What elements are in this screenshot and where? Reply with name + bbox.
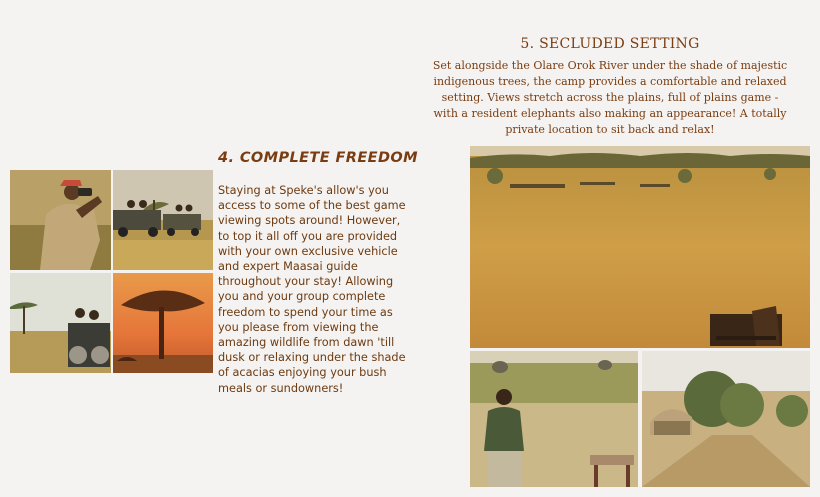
section5-heading: 5. SECLUDED SETTING [520, 36, 700, 52]
tented-camp-photo [642, 351, 810, 487]
guide-elephants-photo [470, 351, 638, 487]
section4-body: Staying at Speke's allow's you access to some of the best game viewing spots around! However, to top it all off you are provided with your own exclusive vehicle and expert Maasai guide throughout your stay! Allowing you and your group complete freedom to spend your time as you please from viewing the amazing wildlife from dawn 'till dusk or relaxing under the shade of acacias enjoying your bush meals or sundowners! [218, 184, 406, 395]
game-drive-vehicles-photo [113, 170, 213, 270]
acacia-vehicle-photo [10, 273, 111, 373]
man-with-binoculars-photo [10, 170, 111, 270]
savanna-plains-photo [470, 146, 810, 348]
section4-heading: 4. COMPLETE FREEDOM [218, 150, 418, 166]
sunset-acacia-photo [113, 273, 213, 373]
section5-body: Set alongside the Olare Orok River under the shade of majestic indigenous trees, the camp provides a comfortable and relaxed setting. Views stretch across the plains, full of plains game - with a resident elephants also making an appearance! A totally private location to sit back and relax! [432, 59, 788, 136]
